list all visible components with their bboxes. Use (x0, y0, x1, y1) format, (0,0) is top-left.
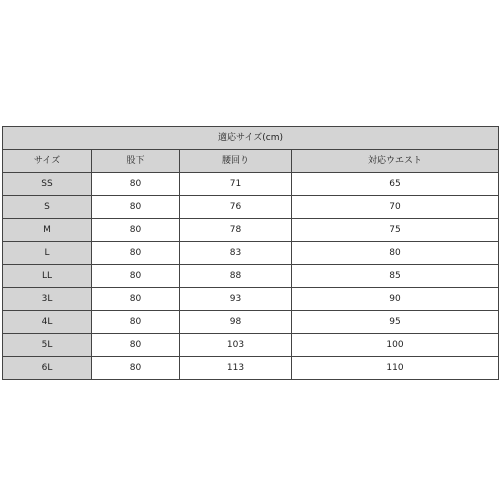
waist-cell: 70 (292, 196, 499, 219)
waist-cell: 100 (292, 334, 499, 357)
waist-cell: 80 (292, 242, 499, 265)
table-row (3, 173, 499, 196)
hip-cell: 83 (180, 242, 292, 265)
size-chart-table (2, 126, 499, 380)
inseam-cell: 80 (92, 242, 180, 265)
size-cell: LL (3, 265, 92, 288)
inseam-cell: 80 (92, 288, 180, 311)
waist-cell: 110 (292, 357, 499, 380)
inseam-cell: 80 (92, 173, 180, 196)
hip-cell: 76 (180, 196, 292, 219)
header-row (3, 150, 499, 173)
hip-cell: 113 (180, 357, 292, 380)
hip-cell: 103 (180, 334, 292, 357)
inseam-cell: 80 (92, 334, 180, 357)
size-cell: 4L (3, 311, 92, 334)
inseam-cell: 80 (92, 265, 180, 288)
size-cell: SS (3, 173, 92, 196)
inseam-cell: 80 (92, 196, 180, 219)
hip-cell: 88 (180, 265, 292, 288)
table-row (3, 265, 499, 288)
hip-cell: 71 (180, 173, 292, 196)
waist-cell: 85 (292, 265, 499, 288)
size-cell: 6L (3, 357, 92, 380)
size-cell: S (3, 196, 92, 219)
size-cell: 3L (3, 288, 92, 311)
table-row (3, 311, 499, 334)
waist-cell: 65 (292, 173, 499, 196)
hip-cell: 93 (180, 288, 292, 311)
header-hip: 腰回り (180, 150, 292, 173)
table-row (3, 196, 499, 219)
size-cell: 5L (3, 334, 92, 357)
inseam-cell: 80 (92, 219, 180, 242)
header-size: サイズ (3, 150, 92, 173)
size-cell: M (3, 219, 92, 242)
header-waist: 対応ウエスト (292, 150, 499, 173)
header-inseam: 股下 (92, 150, 180, 173)
hip-cell: 98 (180, 311, 292, 334)
waist-cell: 95 (292, 311, 499, 334)
waist-cell: 90 (292, 288, 499, 311)
hip-cell: 78 (180, 219, 292, 242)
inseam-cell: 80 (92, 311, 180, 334)
table-row (3, 334, 499, 357)
inseam-cell: 80 (92, 357, 180, 380)
table-caption: 適応サイズ(cm) (3, 127, 499, 150)
size-cell: L (3, 242, 92, 265)
table-row (3, 242, 499, 265)
caption-row (3, 127, 499, 150)
table-row (3, 219, 499, 242)
waist-cell: 75 (292, 219, 499, 242)
table-row (3, 288, 499, 311)
table-row (3, 357, 499, 380)
